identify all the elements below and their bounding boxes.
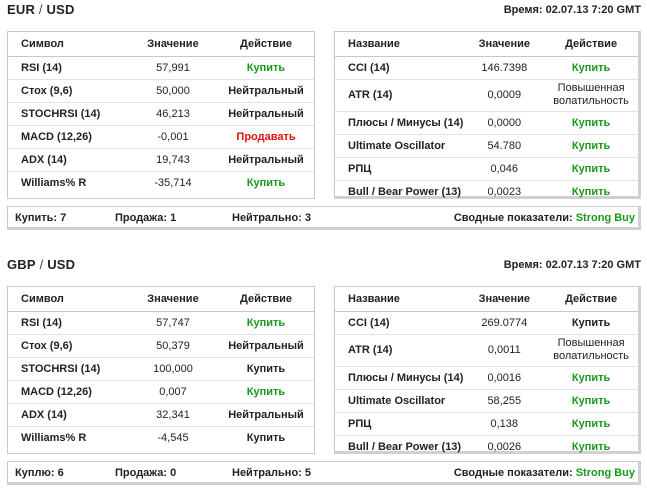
indicator-value: 0,138	[464, 412, 544, 435]
oscillators-table	[7, 286, 315, 454]
indicator-action: Нейтральный	[218, 102, 314, 125]
indicator-action: Купить	[544, 157, 638, 180]
indicator-action: Повышенная волатильность	[544, 334, 638, 366]
indicator-value: 58,255	[464, 389, 544, 412]
indicators-table	[334, 286, 641, 454]
indicator-value: 0,0000	[464, 111, 544, 134]
indicator-name[interactable]: ATR (14)	[335, 79, 464, 111]
indicator-name[interactable]: РПЦ	[335, 412, 464, 435]
indicator-name[interactable]: Стох (9,6)	[8, 79, 128, 102]
summary-overall: Сводные показатели: Strong Buy	[453, 467, 635, 479]
indicator-action: Купить	[246, 176, 286, 189]
indicator-action: Продавать	[218, 125, 314, 148]
indicator-name[interactable]: STOCHRSI (14)	[8, 102, 128, 125]
table-row	[8, 311, 314, 334]
indicator-name[interactable]: STOCHRSI (14)	[8, 357, 128, 380]
indicator-value: 46,213	[128, 102, 218, 125]
indicator-action: Нейтральный	[218, 334, 314, 357]
indicator-name[interactable]: ADX (14)	[8, 148, 128, 171]
section-header	[0, 255, 647, 277]
indicator-name[interactable]: CCI (14)	[335, 56, 464, 79]
indicator-value: 57,747	[128, 311, 218, 334]
indicator-action: Купить	[218, 357, 314, 380]
indicator-action: Купить	[544, 412, 638, 435]
indicator-action: Купить	[571, 440, 611, 453]
indicator-name[interactable]: Плюсы / Минусы (14)	[335, 111, 464, 134]
indicator-action: Купить	[544, 311, 638, 334]
col-header-symbol: Символ	[8, 32, 128, 56]
table-row	[335, 56, 638, 79]
indicator-value: 50,000	[128, 79, 218, 102]
table-row	[8, 171, 314, 194]
table-row	[8, 102, 314, 125]
indicator-value: 50,379	[128, 334, 218, 357]
summary-buy-count: Куплю: 6	[15, 467, 64, 479]
indicator-value: 0,0023	[487, 185, 522, 198]
indicator-value: -35,714	[154, 176, 192, 189]
table-row	[8, 380, 314, 403]
table-row	[335, 334, 638, 366]
indicator-action: Купить	[218, 311, 314, 334]
table-row	[8, 125, 314, 148]
indicator-action: Повышенная волатильность	[544, 79, 638, 111]
summary-sell-count: Продажа: 1	[115, 212, 177, 224]
table-row	[335, 366, 638, 389]
summary-bar	[7, 461, 641, 485]
col-header-name: Название	[335, 287, 464, 311]
indicator-name[interactable]: РПЦ	[335, 157, 464, 180]
indicator-action: Купить	[544, 111, 638, 134]
indicator-name[interactable]: RSI (14)	[8, 311, 128, 334]
summary-overall-value: Strong Buy	[575, 467, 635, 479]
col-header-value: Значение	[128, 287, 218, 311]
col-header-action: Действие	[218, 287, 314, 311]
table-row	[8, 403, 314, 426]
table-row	[335, 311, 638, 334]
table-row	[8, 148, 314, 171]
summary-bar	[7, 206, 641, 230]
indicator-name[interactable]: Ultimate Oscillator	[335, 389, 464, 412]
col-header-name: Название	[335, 32, 464, 56]
indicator-action: Нейтральный	[218, 79, 314, 102]
col-header-value: Значение	[128, 32, 218, 56]
indicator-value: 100,000	[128, 357, 218, 380]
table-row	[335, 412, 638, 435]
indicator-value: 19,743	[128, 148, 218, 171]
indicator-name[interactable]: RSI (14)	[8, 56, 128, 79]
indicator-value: 146.7398	[464, 56, 544, 79]
currency-pair-title[interactable]: GBP / USD	[7, 257, 76, 272]
oscillators-table	[7, 31, 315, 199]
indicator-name[interactable]: Williams% R	[21, 176, 87, 189]
table-row	[335, 134, 638, 157]
indicator-action: Купить	[544, 389, 638, 412]
indicator-value: 54.780	[464, 134, 544, 157]
indicator-action: Нейтральный	[218, 148, 314, 171]
col-header-value: Значение	[464, 287, 544, 311]
table-row	[8, 426, 314, 449]
indicator-value: 0,0016	[464, 366, 544, 389]
indicator-name[interactable]: Стох (9,6)	[8, 334, 128, 357]
indicator-name[interactable]: Bull / Bear Power (13)	[348, 440, 462, 453]
indicator-name[interactable]: MACD (12,26)	[8, 125, 128, 148]
col-header-action: Действие	[544, 32, 638, 56]
summary-neutral-count: Нейтрально: 5	[232, 467, 311, 479]
indicator-name[interactable]: ADX (14)	[8, 403, 128, 426]
timestamp: Время: 02.07.13 7:20 GMT	[503, 4, 641, 16]
col-header-value: Значение	[464, 32, 544, 56]
col-header-action: Действие	[544, 287, 638, 311]
indicator-value: 0,007	[128, 380, 218, 403]
indicator-action: Купить	[218, 380, 314, 403]
indicator-action: Купить	[571, 185, 611, 198]
col-header-symbol: Символ	[8, 287, 128, 311]
section-header	[0, 0, 647, 22]
table-row	[8, 357, 314, 380]
indicator-value: 32,341	[128, 403, 218, 426]
indicator-name[interactable]: Ultimate Oscillator	[335, 134, 464, 157]
indicator-name[interactable]: Williams% R	[21, 431, 87, 444]
indicator-action: Купить	[544, 366, 638, 389]
indicator-value: 0,046	[464, 157, 544, 180]
indicator-action: Купить	[218, 56, 314, 79]
summary-overall: Сводные показатели: Strong Buy	[453, 212, 635, 224]
indicator-name[interactable]: MACD (12,26)	[8, 380, 128, 403]
table-row	[335, 389, 638, 412]
indicator-value: 269.0774	[464, 311, 544, 334]
timestamp: Время: 02.07.13 7:20 GMT	[503, 259, 641, 271]
summary-sell-count: Продажа: 0	[115, 467, 177, 479]
indicator-name[interactable]: Bull / Bear Power (13)	[348, 185, 462, 198]
col-header-action: Действие	[218, 32, 314, 56]
indicator-value: 57,991	[128, 56, 218, 79]
indicator-value: -0,001	[128, 125, 218, 148]
table-row	[8, 56, 314, 79]
table-row	[335, 180, 638, 203]
indicator-value: 0,0009	[464, 79, 544, 111]
indicator-name[interactable]: ATR (14)	[335, 334, 464, 366]
indicator-name[interactable]: Плюсы / Минусы (14)	[335, 366, 464, 389]
table-row	[335, 157, 638, 180]
indicator-action: Нейтральный	[218, 403, 314, 426]
summary-buy-count: Купить: 7	[15, 212, 67, 224]
indicator-action: Купить	[544, 56, 638, 79]
indicator-name[interactable]: CCI (14)	[335, 311, 464, 334]
indicators-table	[334, 31, 641, 199]
table-row	[8, 334, 314, 357]
indicator-action: Купить	[544, 134, 638, 157]
indicator-action: Купить	[246, 431, 286, 444]
table-row	[335, 79, 638, 111]
indicator-value: -4,545	[157, 431, 189, 444]
currency-pair-title[interactable]: EUR / USD	[7, 2, 75, 17]
table-row	[8, 79, 314, 102]
table-row	[335, 435, 638, 458]
table-row	[335, 111, 638, 134]
indicator-value: 0,0011	[464, 334, 544, 366]
indicator-value: 0,0026	[487, 440, 522, 453]
summary-neutral-count: Нейтрально: 3	[232, 212, 311, 224]
summary-overall-value: Strong Buy	[575, 212, 635, 224]
